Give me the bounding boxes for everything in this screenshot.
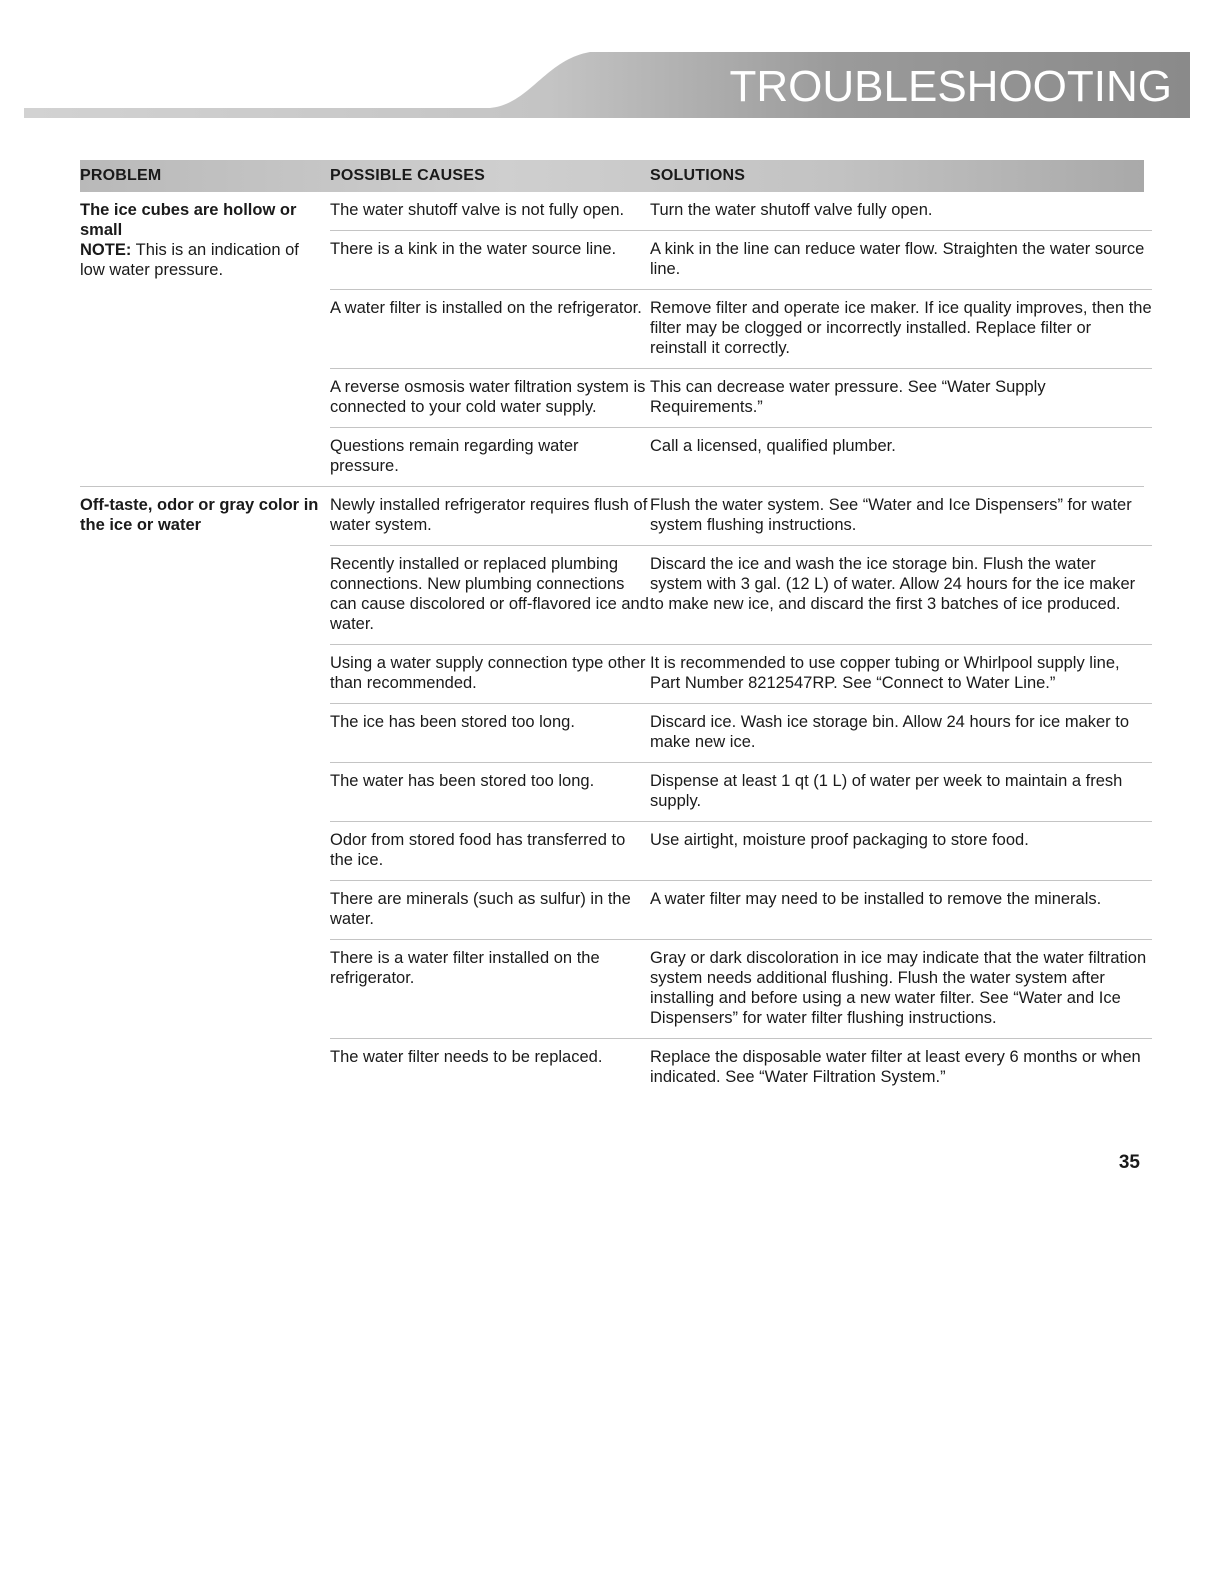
cause-cell: Questions remain regarding water pressure. bbox=[330, 437, 579, 475]
solution-cell: Dispense at least 1 qt (1 L) of water per week to maintain a fresh supply. bbox=[650, 772, 1123, 810]
cause-cell: A reverse osmosis water filtration system is connected to your cold water supply. bbox=[330, 378, 646, 416]
solution-cell: A kink in the line can reduce water flow. Straighten the water source line. bbox=[650, 240, 1145, 278]
solution-cell: A water filter may need to be installed to remove the minerals. bbox=[650, 890, 1102, 908]
table-row bbox=[330, 644, 1152, 703]
solution-cell: Replace the disposable water filter at least every 6 months or when indicated. See “Water Filtration System.” bbox=[650, 1048, 1141, 1086]
cause-cell: The ice has been stored too long. bbox=[330, 713, 575, 731]
solution-cell: Discard the ice and wash the ice storage bin. Flush the water system with 3 gal. (12 L) of water. Allow 24 hours for the ice maker to make new ice, and discard the first 3 batches of ice produced. bbox=[650, 555, 1136, 613]
solution-cell: Discard ice. Wash ice storage bin. Allow 24 hours for ice maker to make new ice. bbox=[650, 713, 1130, 751]
column-header-solutions: SOLUTIONS bbox=[650, 167, 746, 184]
solution-cell: Flush the water system. See “Water and Ice Dispensers” for water system flushing instructions. bbox=[650, 496, 1132, 534]
problem-cell bbox=[80, 487, 322, 1097]
table-row bbox=[330, 368, 1152, 427]
table-header bbox=[80, 160, 1144, 192]
problem-cell bbox=[80, 192, 322, 486]
table-row bbox=[330, 939, 1152, 1038]
table-row bbox=[330, 230, 1152, 289]
cause-cell: A water filter is installed on the refrigerator. bbox=[330, 299, 642, 317]
cause-cell: There is a kink in the water source line. bbox=[330, 240, 617, 258]
problem-group-hollow-ice bbox=[80, 192, 1152, 486]
note-label: NOTE: bbox=[80, 241, 132, 259]
cause-cell: Using a water supply connection type other than recommended. bbox=[330, 654, 646, 692]
solution-cell: It is recommended to use copper tubing or Whirlpool supply line, Part Number 8212547RP. See “Connect to Water Line.” bbox=[650, 654, 1120, 692]
solution-cell: Use airtight, moisture proof packaging to store food. bbox=[650, 831, 1029, 849]
table-row bbox=[330, 821, 1152, 880]
troubleshooting-table bbox=[80, 160, 1152, 1097]
header-banner bbox=[0, 0, 1224, 130]
solution-cell: Call a licensed, qualified plumber. bbox=[650, 437, 896, 455]
column-header-problem: PROBLEM bbox=[80, 167, 162, 184]
table-row bbox=[330, 427, 1152, 486]
solution-cell: Gray or dark discoloration in ice may indicate that the water filtration system needs additional flushing. Flush the water system after installing and before using a new water filter. See “Water and Ice Dispensers” for water filter flushing instructions. bbox=[650, 949, 1147, 1027]
table-row bbox=[330, 192, 1152, 230]
table-row bbox=[330, 762, 1152, 821]
problem-note bbox=[80, 240, 322, 280]
cause-cell: There are minerals (such as sulfur) in the water. bbox=[330, 890, 631, 928]
table-row bbox=[330, 545, 1152, 644]
table-row bbox=[330, 487, 1152, 545]
problem-group-off-taste bbox=[80, 486, 1147, 1097]
cause-solution-list bbox=[330, 192, 1152, 486]
table-row bbox=[330, 703, 1152, 762]
cause-cell: The water shutoff valve is not fully open. bbox=[330, 201, 625, 219]
solution-cell: Remove filter and operate ice maker. If ice quality improves, then the filter may be clogged or incorrectly installed. Replace filter or reinstall it correctly. bbox=[650, 299, 1152, 357]
cause-cell: Newly installed refrigerator requires flush of water system. bbox=[330, 496, 648, 534]
column-header-possible-causes: POSSIBLE CAUSES bbox=[330, 167, 486, 184]
problem-title: The ice cubes are hollow or small bbox=[80, 201, 297, 239]
cause-cell: Recently installed or replaced plumbing connections. New plumbing connections can cause discolored or off-flavored ice and water. bbox=[330, 555, 649, 633]
problem-title: Off-taste, odor or gray color in the ice or water bbox=[80, 496, 319, 534]
page-title: TROUBLESHOOTING bbox=[729, 62, 1172, 111]
cause-cell: The water filter needs to be replaced. bbox=[330, 1048, 603, 1066]
cause-cell: Odor from stored food has transferred to the ice. bbox=[330, 831, 626, 869]
solution-cell: This can decrease water pressure. See “Water Supply Requirements.” bbox=[650, 378, 1046, 416]
cause-solution-list bbox=[330, 487, 1152, 1097]
solution-cell: Turn the water shutoff valve fully open. bbox=[650, 201, 933, 219]
table-row bbox=[330, 289, 1152, 368]
table-row bbox=[330, 880, 1152, 939]
cause-cell: There is a water filter installed on the refrigerator. bbox=[330, 949, 600, 987]
page-number: 35 bbox=[1118, 1152, 1140, 1173]
table-row bbox=[330, 1038, 1152, 1097]
note-text: This is an indication of low water pressure. bbox=[80, 241, 299, 279]
cause-cell: The water has been stored too long. bbox=[330, 772, 595, 790]
